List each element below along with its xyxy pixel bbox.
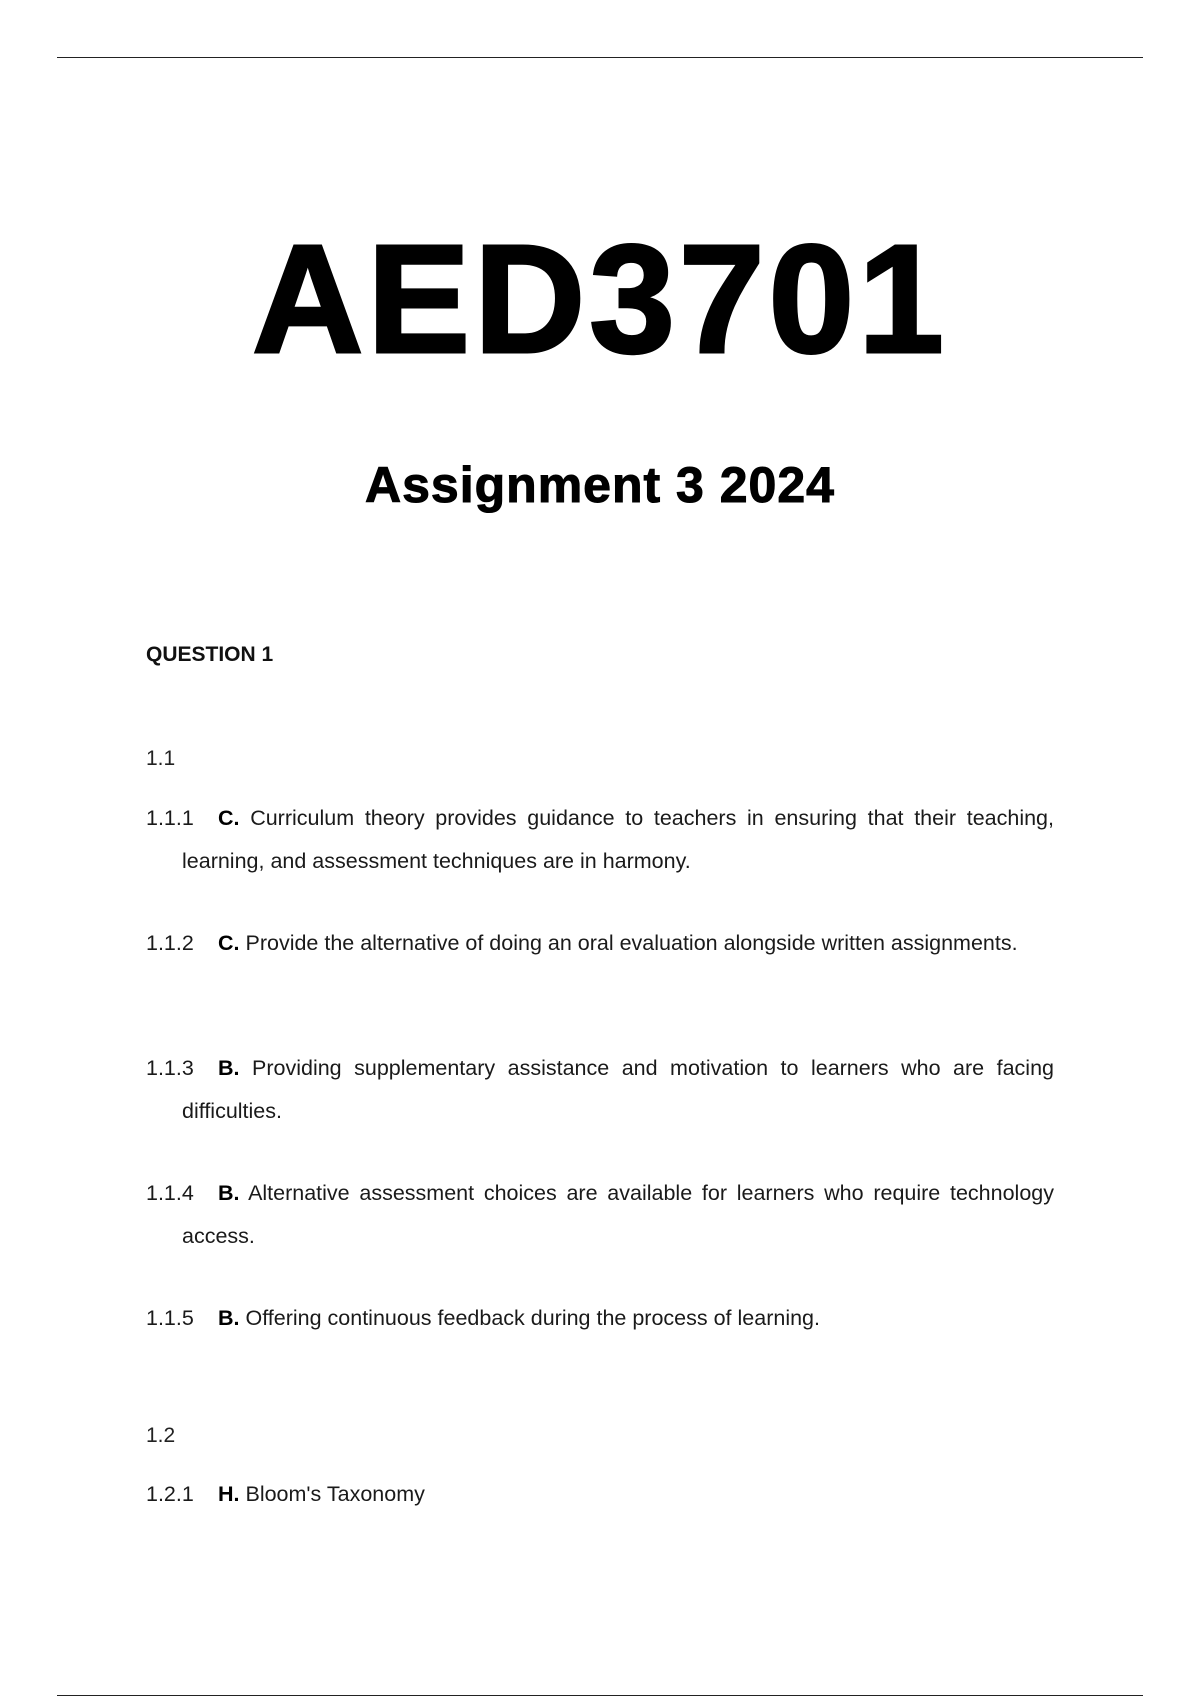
question-heading: QUESTION 1 — [146, 643, 274, 666]
answer-text: Provide the alternative of doing an oral evaluation alongside written assignments. — [245, 931, 1018, 955]
answer-text: Curriculum theory provides guidance to teachers in ensuring that their teaching, learning, and assessment techniques are in harmony. — [182, 806, 1054, 873]
answer-item — [146, 922, 1054, 965]
answer-item — [146, 1297, 1054, 1340]
answer-letter: B. — [218, 1181, 240, 1205]
section-number: 1.1 — [146, 747, 176, 770]
section-number: 1.2 — [146, 1424, 176, 1447]
answer-text: Providing supplementary assistance and motivation to learners who are facing difficulties. — [182, 1056, 1054, 1123]
answer-number: 1.1.4 — [146, 1181, 194, 1205]
answer-item — [146, 1473, 1054, 1516]
course-code-title: AED3701 — [252, 213, 948, 385]
answer-number: 1.1.3 — [146, 1056, 194, 1080]
answer-letter: H. — [218, 1482, 240, 1506]
answer-number: 1.2.1 — [146, 1482, 194, 1506]
answer-text: Offering continuous feedback during the process of learning. — [245, 1306, 820, 1330]
answer-number: 1.1.5 — [146, 1306, 194, 1330]
top-rule — [57, 57, 1143, 58]
answer-item — [146, 1047, 1054, 1133]
answer-letter: C. — [218, 806, 240, 830]
answer-number: 1.1.1 — [146, 806, 194, 830]
answer-item — [146, 797, 1054, 883]
answer-text: Bloom's Taxonomy — [245, 1482, 425, 1506]
answer-letter: C. — [218, 931, 240, 955]
answer-item — [146, 1172, 1054, 1258]
answer-letter: B. — [218, 1306, 240, 1330]
answer-letter: B. — [218, 1056, 240, 1080]
answer-text: Alternative assessment choices are available for learners who require technology access. — [182, 1181, 1054, 1248]
assignment-title: Assignment 3 2024 — [365, 457, 835, 513]
answer-number: 1.1.2 — [146, 931, 194, 955]
bottom-rule — [57, 1695, 1143, 1696]
